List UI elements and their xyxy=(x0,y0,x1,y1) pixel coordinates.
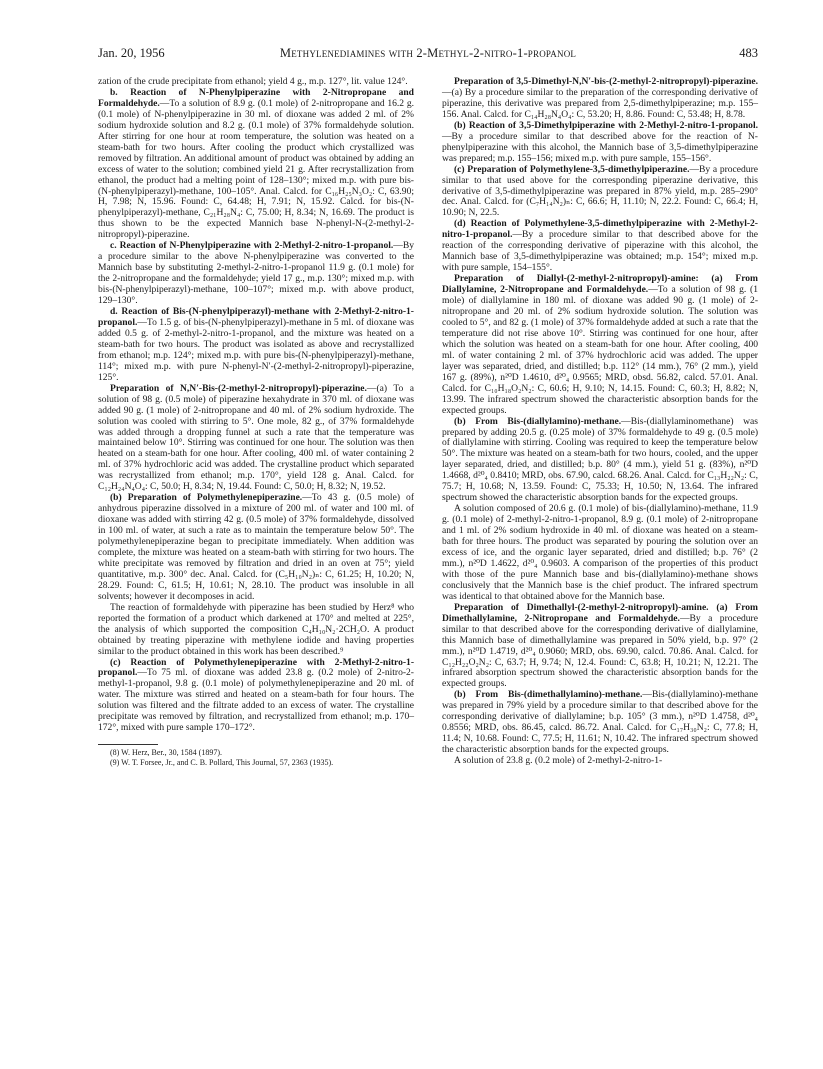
paragraph-text: —To a solution of 98 g. (1 mole) of diallylamine in 180 ml. of dioxane was added 90 g. (1 mole) of 2-nitropropane and 20 ml. of 2% sodium hydroxide solution. The solution was cooled to 5°, and 82 g. (1 mole) of 37% formaldehyde added at such a rate that the temperature did not rise above 10°. Stirring was continued for one hour, after which the solution was heated on a steam-bath for one hour. After cooling, 400 ml. of water containing 2 ml. of 37% hydrochloric acid was added. The upper layer was separated, dried, and distilled; b.p. 112° (14 mm.), 76° (2 mm.), yield 167 g. (89%), n²⁰D 1.4610, d²⁰₄ 0.9565; MRD, obsd. 56.82, calcd. 57.01. Anal. Calcd. for C₁₀H₁₈O₂N₂: C, 60.6; H, 9.10; N, 14.15. Found: C, 60.3; H, 8.82; N, 13.99. The infrared spectrum showed the characteristic absorption bands for the expected groups. xyxy=(442,284,759,416)
paragraph xyxy=(442,77,758,121)
section-heading: (b) Preparation of Polymethylenepiperazine. xyxy=(110,492,303,504)
paragraph xyxy=(442,690,758,756)
page-number: 483 xyxy=(739,46,758,60)
section-heading: (d) Reaction of Polymethylene-3,5-dimethylpiperazine with 2-Methyl-2-nitro-1-propanol. xyxy=(442,218,758,241)
paragraph xyxy=(442,219,758,274)
section-heading: Preparation of 3,5-Dimethyl-N,N′-bis-(2-methyl-2-nitropropyl)-piperazine. xyxy=(454,76,758,87)
section-heading: (b) From Bis-(diallylamino)-methane. xyxy=(454,415,622,427)
paragraph xyxy=(98,88,414,241)
section-heading: Preparation of Diallyl-(2-methyl-2-nitropropyl)-amine: (a) From Diallylamine, 2-Nitropropane and Formaldehyde. xyxy=(442,273,758,296)
left-column xyxy=(98,77,414,767)
paragraph xyxy=(442,603,758,691)
paragraph-text: —By a procedure similar to that described above for the reaction of N-phenylpiperazine with this alcohol, the Mannich base of 3,5-dimethylpiperazine was prepared; m.p. 155–156; mixed m.p. with pure sample, 155–156°. xyxy=(442,130,758,164)
paragraph xyxy=(98,241,414,307)
running-header xyxy=(98,46,758,64)
paragraph-text: —By a procedure similar to that used above for the corresponding piperazine derivative, this derivative of 3,5-dimethylpiperazine was prepared in 87% yield, m.p. 285–290° dec. Anal. Calcd. for (C₇H₁₄N₂)ₙ: C, 66.6; H, 11.10; N, 22.2. Found: C, 66.4; H, 10.90; N, 22.5. xyxy=(442,163,758,219)
section-heading: (b) Reaction of 3,5-Dimethylpiperazine with 2-Methyl-2-nitro-1-propanol. xyxy=(454,119,758,131)
paragraph xyxy=(98,658,414,735)
paragraph-text: The reaction of formaldehyde with piperazine has been studied by Herz⁸ who reported the formation of a product which darkened at 170° and melted at 225°, the analysis of which supported the composition C₄H₁₀N₂·2CH₂O. A product obtained by treating piperazine with methylene iodide and having properties similar to the product obtained in this work has been described.⁹ xyxy=(98,601,414,657)
paragraph xyxy=(442,756,758,767)
paragraph xyxy=(98,307,414,384)
paragraph-text: A solution of 23.8 g. (0.2 mole) of 2-methyl-2-nitro-1- xyxy=(454,755,663,767)
paragraph-text: —Bis-(diallylaminomethane) was prepared by adding 20.5 g. (0.25 mole) of 37% formaldehyde to 49 g. (0.5 mole) of diallylamine with stirring. Cooling was required to keep the temperature below 50°. The mixture was heated on a steam-bath for two hours, cooled, and the upper layer separated, dried, and distilled; b.p. 80° (4 mm.), yield 51 g. (83%), n²⁰D 1.4668, d²⁰₄ 0.8410; MRD, obs. 67.90, calcd. 68.26. Anal. Calcd. for C₁₃H₂₂N₂: C, 75.7; H, 10.68; N, 13.59. Found: C, 75.33; H, 10.50; N, 13.64. The infrared spectrum showed the characteristic absorption bands for the expected groups. xyxy=(442,415,758,504)
paragraph xyxy=(442,121,758,165)
paragraph-text: A solution composed of 20.6 g. (0.1 mole) of bis-(diallylamino)-methane, 11.9 g. (0.1 mole) of 2-methyl-2-nitro-1-propanol, 8.9 g. (0.1 mole) of 2-nitropropane and 1 ml. of 2% sodium hydroxide in 40 ml. of dioxane was heated on a steam-bath for three hours. The product was separated by pouring the solution over an excess of ice, and the organic layer separated, dried and distilled; b.p. 76° (2 mm.), n²⁰D 1.4622, d²⁰₄ 0.9603. A comparison of the properties of this product with those of the pure Mannich base and bis-(diallylamino)-methane shows conclusively that the Mannich base is the chief product. The infrared spectrum was identical to that obtained above for the Mannich base. xyxy=(442,503,758,602)
paragraph xyxy=(442,274,758,416)
paragraph-text: zation of the crude precipitate from ethanol; yield 4 g., m.p. 127°, lit. value 124°. xyxy=(98,76,408,87)
paragraph-text: —To 1.5 g. of bis-(N-phenylpiperazyl)-methane in 5 ml. of dioxane was added 0.5 g. of 2-methyl-2-nitro-1-propanol, and the mixture was heated on a steam-bath for two hours. The product was isolated as above and recrystallized from ethanol; m.p. 124°; mixed m.p. with pure bis-(N-phenylpiperazyl)-methane, 114°; mixed m.p. with pure N-phenyl-N′-(2-methyl-2-nitropropyl)-piperazine, 125°. xyxy=(98,316,414,383)
footnote: (9) W. T. Forsee, Jr., and C. B. Pollard, This Journal, 57, 2363 (1935). xyxy=(110,757,334,767)
paragraph-text: —Bis-(diallylamino)-methane was prepared in 79% yield by a procedure similar to that described above for the corresponding derivative of diallylamine; b.p. 105° (3 mm.), n²⁰D 1.4758, d²⁰₄ 0.8556; MRD, obs. 86.45, calcd. 86.72. Anal. Calcd. for C₁₇H₃₀N₂: C, 77.8; H, 11.4; N, 10.68. Found: C, 77.5; H, 11.61; N, 10.42. The infrared spectrum showed the characteristic absorption bands for the expected groups. xyxy=(442,689,758,756)
paragraph xyxy=(442,504,758,603)
paragraph xyxy=(442,165,758,220)
paragraph xyxy=(442,417,758,505)
paragraph-text: —By a procedure similar to that described above for the corresponding derivative of diallylamine, this Mannich base of dimethallylamine was prepared in 50% yield, b.p. 97° (2 mm.), n²⁰D 1.4719, d²⁰₄ 0.9060; MRD, obs. 69.90, calcd. 70.86. Anal. Calcd. for C₁₂H₂₂O₂N₂: C, 63.7; H, 9.74; N, 12.4. Found: C, 63.8; H, 10.21; N, 12.21. The infrared absorption spectrum showed the characteristic absorption bands for the expected groups. xyxy=(442,612,758,690)
paragraph xyxy=(98,384,414,494)
header-title: Methylenediamines with 2-Methyl-2-nitro-1-propanol xyxy=(279,46,577,60)
section-heading: (c) Preparation of Polymethylene-3,5-dimethylpiperazine. xyxy=(454,163,690,175)
section-heading: (b) From Bis-(dimethallylamino)-methane. xyxy=(454,689,643,701)
footnote: (8) W. Herz, Ber., 30, 1584 (1897). xyxy=(110,748,222,758)
section-heading: d. Reaction of Bis-(N-phenylpiperazyl)-methane with 2-Methyl-2-nitro-1-propanol. xyxy=(98,306,414,328)
paragraph-text: —To 75 ml. of dioxane was added 23.8 g. (0.2 mole) of 2-nitro-2-methyl-1-propanol, 9.8 g. (0.1 mole) of polymethylenepiperazine and 20 ml. of water. The mixture was stirred and heated on a steam-bath for four hours. The solution was filtered and the filtrate added to an excess of water. The crystalline precipitate was removed by filtration, and recrystallized from ethanol; m.p. 170–172°, mixed with pure sample 170–172°. xyxy=(98,667,414,734)
paragraph-text: —(a) By a procedure similar to the preparation of the corresponding derivative of piperazine, this derivative was prepared from 2,5-dimethylpiperazine; m.p. 155–156. Anal. Calcd. for C₁₄H₂₈N₄O₄: C, 53.20; H, 8.86. Found: C, 53.48; H, 8.78. xyxy=(442,86,758,120)
right-column xyxy=(442,77,758,767)
section-heading: c. Reaction of N-Phenylpiperazine with 2-Methyl-2-nitro-1-propanol. xyxy=(110,240,394,252)
paragraph-text: —By a procedure similar to that described above for the reaction of the corresponding derivative of piperazine with this alcohol, the Mannich base of 3,5-dimethylpiperazine was obtained; m.p. 154°; mixed m.p. with pure sample, 154–155°. xyxy=(442,229,758,274)
section-heading: Preparation of N,N′-Bis-(2-methyl-2-nitropropyl)-piperazine. xyxy=(110,382,367,394)
footnote-rule xyxy=(98,744,158,745)
section-heading: b. Reaction of N-Phenylpiperazine with 2-Nitropropane and Formaldehyde. xyxy=(98,86,414,109)
paragraph-text: —To a solution of 8.9 g. (0.1 mole) of 2-nitropropane and 16.2 g. (0.1 mole) of N-phenylpiperazine in 30 ml. of dioxane was added 2 ml. of 2% sodium hydroxide solution and 8.2 g. (0.1 mole) of 37% formaldehyde solution. After stirring for one hour at room temperature, the solution was heated on a steam-bath for two hours. After cooling the product which crystallized was removed by filtration. An additional amount of product was obtained by adding an excess of water to the solution; combined yield 21 g. After recrystallization from ethanol, the product had a melting point of 128–130°; mixed m.p. with pure bis-(N-phenylpiperazyl)-methane, 100–105°. Anal. Calcd. for C₁₆H₂₅N₃O₂: C, 63.90; H, 7.98; N, 15.96. Found: C, 64.48; H, 7.91; N, 15.92. Calcd. for bis-(N-phenylpiperazyl)-methane, C₂₁H₂₈N₄: C, 75.00; H, 8.34; N, 16.69. The product is thus shown to be the expected Mannich base N-phenyl-N-(2-methyl-2-nitropropyl)-piperazine. xyxy=(98,97,414,241)
paragraph-text: —By a procedure similar to the above N-phenylpiperazine was converted to the Mannich base by substituting 2-methyl-2-nitro-1-propanol 11.9 g. (0.1 mole) for the 2-nitropropane and the formaldehyde; yield 17 g., m.p. 130°; mixed m.p. with bis-(N-phenylpiperazyl)-methane, 100–107°; mixed m.p. with above product, 129–130°. xyxy=(98,240,414,307)
paragraph xyxy=(98,603,414,658)
section-heading: (c) Reaction of Polymethylenepiperazine with 2-Methyl-2-nitro-1-propanol. xyxy=(98,656,414,679)
paragraph xyxy=(98,493,414,603)
paragraph-text: —(a) To a solution of 98 g. (0.5 mole) of piperazine hexahydrate in 370 ml. of dioxane was added 90 g. (1 mole) of 2-nitropropane and 40 ml. of 2% sodium hydroxide. The solution was cooled with stirring to 5°. One mole, 82 g., of 37% formaldehyde was added through a dropping funnel at such a rate that the temperature was maintained below 10°. Stirring was continued for one hour. The solution was then heated on a steam-bath for one hour. After cooling, 400 ml. of water containing 2 ml. of 37% hydrochloric acid was added. The crystalline product which separated was recrystallized from ethanol; m.p. 170°, yield 128 g. Anal. Calcd. for C₁₂H₂₄N₄O₄: C, 50.0; H, 8.34; N, 19.44. Found: C, 50.0; H, 8.32; N, 19.52. xyxy=(98,382,414,493)
header-date: Jan. 20, 1956 xyxy=(98,46,165,60)
section-heading: Preparation of Dimethallyl-(2-methyl-2-nitropropyl)-amine. (a) From Dimethallylamine, 2-Nitropropane and Formaldehyde. xyxy=(442,601,758,624)
paragraph-text: —To 43 g. (0.5 mole) of anhydrous piperazine dissolved in a mixture of 200 ml. of water and 100 ml. of dioxane was added with stirring 42 g. (0.5 mole) of 37% formaldehyde, dissolved in 100 ml. of water, at such a rate as to maintain the temperature below 50°. The polymethylenepiperazine began to precipitate immediately. When addition was complete, the mixture was heated on a steam-bath with stirring for two hours. The white precipitate was removed by filtration and dried in an oven at 75°; yield quantitative, m.p. 300° dec. Anal. Calcd. for (C₅H₁₀N₂)ₙ: C, 61.25; H, 10.20; N, 28.29. Found: C, 61.5; H, 10.61; N, 28.10. The product was insoluble in all solvents; however it decomposes in acid. xyxy=(98,492,415,602)
